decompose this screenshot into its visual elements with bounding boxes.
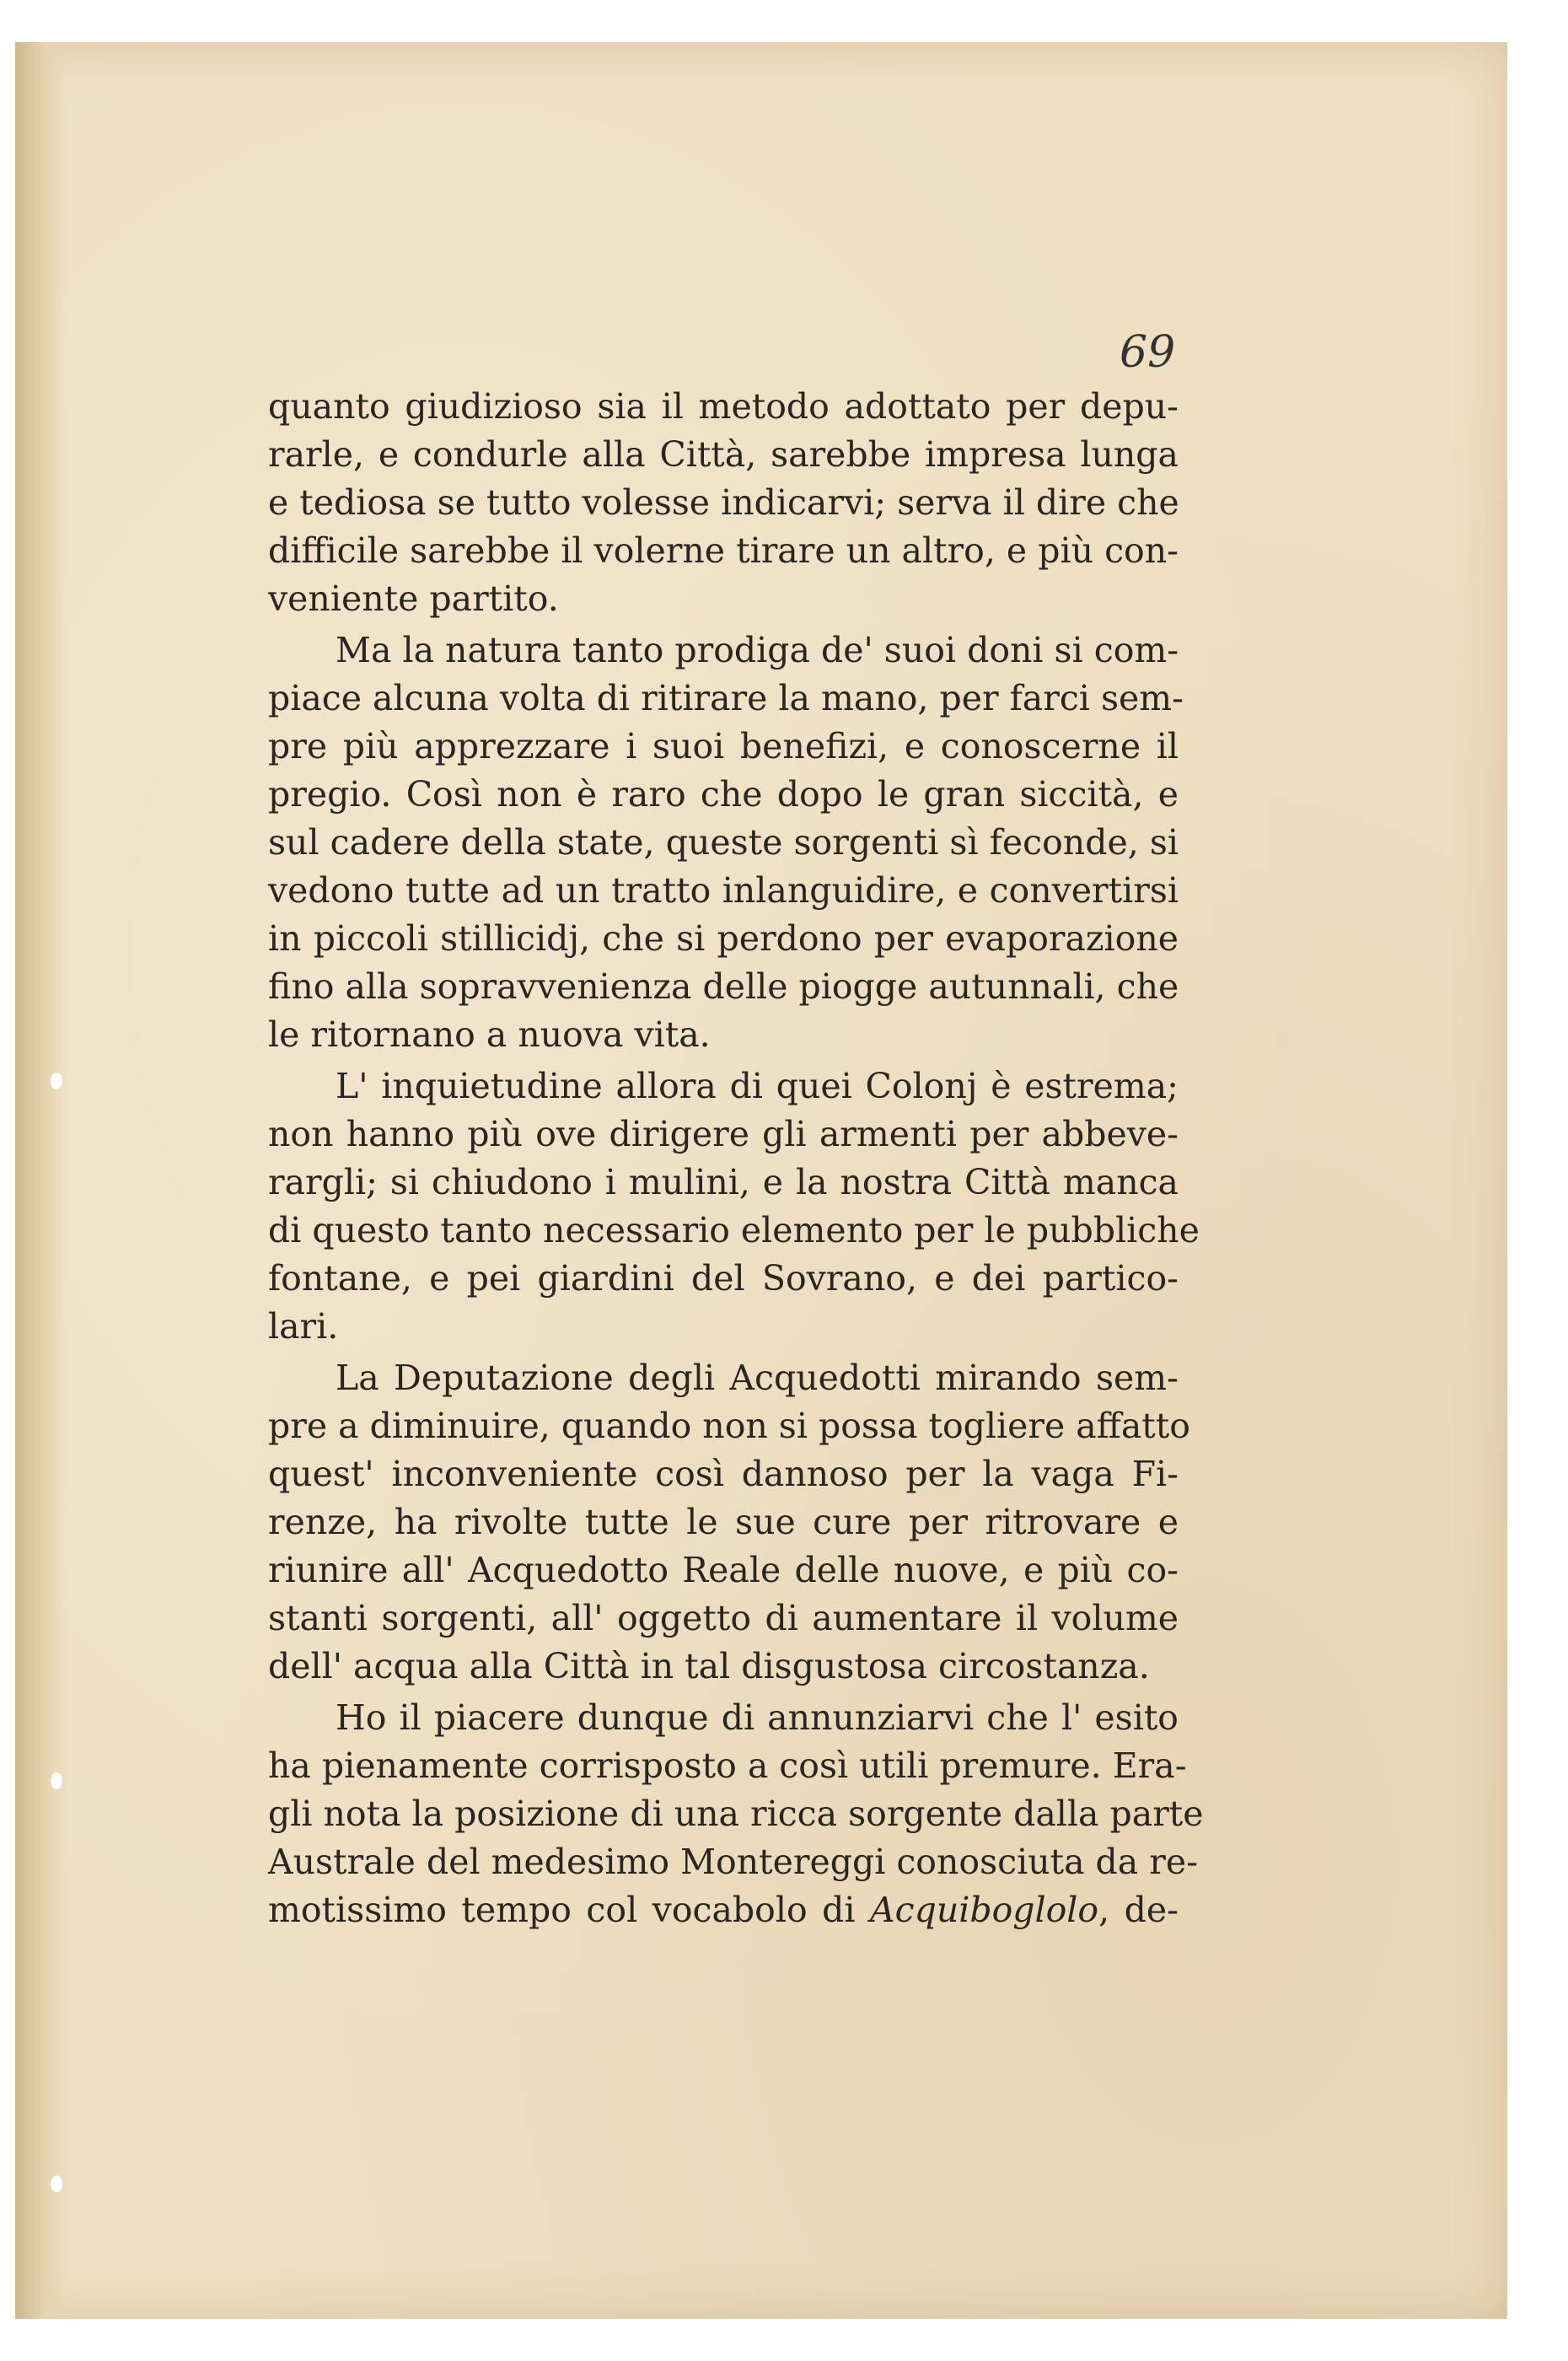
text-line: pre a diminuire, quando non si possa togliere affatto (268, 1406, 1190, 1446)
text-line: dell' acqua alla Città in tal disgustosa circostanza. (268, 1646, 1150, 1686)
text-line: sul cadere della state, queste sorgenti sì feconde, si (268, 822, 1179, 863)
text-line: di questo tanto necessario elemento per le pubbliche (268, 1210, 1200, 1250)
text-line: rargli; si chiudono i mulini, e la nostra Città manca (268, 1162, 1179, 1202)
text-line: piace alcuna volta di ritirare la mano, per farci sem- (268, 678, 1184, 718)
paragraph (268, 1354, 1190, 1691)
stitch-hole (51, 1073, 62, 1089)
text-line: ha pienamente corrisposto a così utili premure. Era- (268, 1745, 1187, 1786)
text-line: le ritornano a nuova vita. (268, 1014, 711, 1055)
text-line: pregio. Così non è raro che dopo le gran siccità, e (268, 774, 1179, 815)
text-line: La Deputazione degli Acquedotti mirando sem- (336, 1358, 1179, 1398)
text-line: renze, ha rivolte tutte le sue cure per ritrovare e (268, 1502, 1179, 1542)
stitch-hole (51, 2175, 62, 2192)
text-fragment: , de- (1098, 1890, 1179, 1930)
text-line: e tediosa se tutto volesse indicarvi; serva il dire che (268, 482, 1179, 523)
text-fragment: motissimo tempo col vocabolo di (268, 1890, 870, 1930)
text-line: rarle, e condurle alla Città, sarebbe impresa lunga (268, 434, 1179, 475)
text-line: vedono tutte ad un tratto inlanguidire, e convertirsi (268, 870, 1179, 911)
text-line: fontane, e pei giardini del Sovrano, e dei partico- (268, 1258, 1179, 1299)
text-line: pre più apprezzare i suoi benefizi, e conoscerne il (268, 726, 1179, 766)
text-line (268, 1886, 1179, 1934)
text-line: fino alla sopravvenienza delle piogge autunnali, che (268, 966, 1179, 1007)
text-line: Ho il piacere dunque di annunziarvi che l' esito (336, 1697, 1179, 1738)
text-line: L' inquietudine allora di quei Colonj è estrema; (336, 1066, 1179, 1106)
paragraph (268, 1694, 1204, 1934)
paragraph (268, 627, 1184, 1059)
stitch-hole (51, 1772, 62, 1789)
text-line: difficile sarebbe il volerne tirare un altro, e più con- (268, 530, 1179, 571)
body-text (268, 383, 1204, 1934)
text-line: quest' inconveniente così dannoso per la vaga Fi- (268, 1454, 1179, 1494)
page-number: 69 (1120, 327, 1176, 378)
text-line: lari. (268, 1306, 339, 1347)
text-line: veniente partito. (268, 578, 559, 619)
text-line: riunire all' Acquedotto Reale delle nuove, e più co- (268, 1550, 1179, 1590)
paragraph (268, 383, 1179, 623)
paragraph (268, 1062, 1200, 1351)
italic-term: Acquiboglolo (870, 1890, 1099, 1930)
text-line: stanti sorgenti, all' oggetto di aumentare il volume (268, 1598, 1179, 1638)
text-line: in piccoli stillicidj, che si perdono per evaporazione (268, 918, 1179, 959)
book-page (15, 42, 1507, 2319)
binding-edge (15, 42, 66, 2319)
text-line: gli nota la posizione di una ricca sorgente dalla parte (268, 1794, 1204, 1834)
text-line: non hanno più ove dirigere gli armenti per abbeve- (268, 1114, 1179, 1154)
text-line: quanto giudizioso sia il metodo adottato per depu- (268, 386, 1179, 427)
text-line: Australe del medesimo Montereggi conosciuta da re- (268, 1842, 1198, 1882)
text-line: Ma la natura tanto prodiga de' suoi doni si com- (336, 630, 1179, 670)
